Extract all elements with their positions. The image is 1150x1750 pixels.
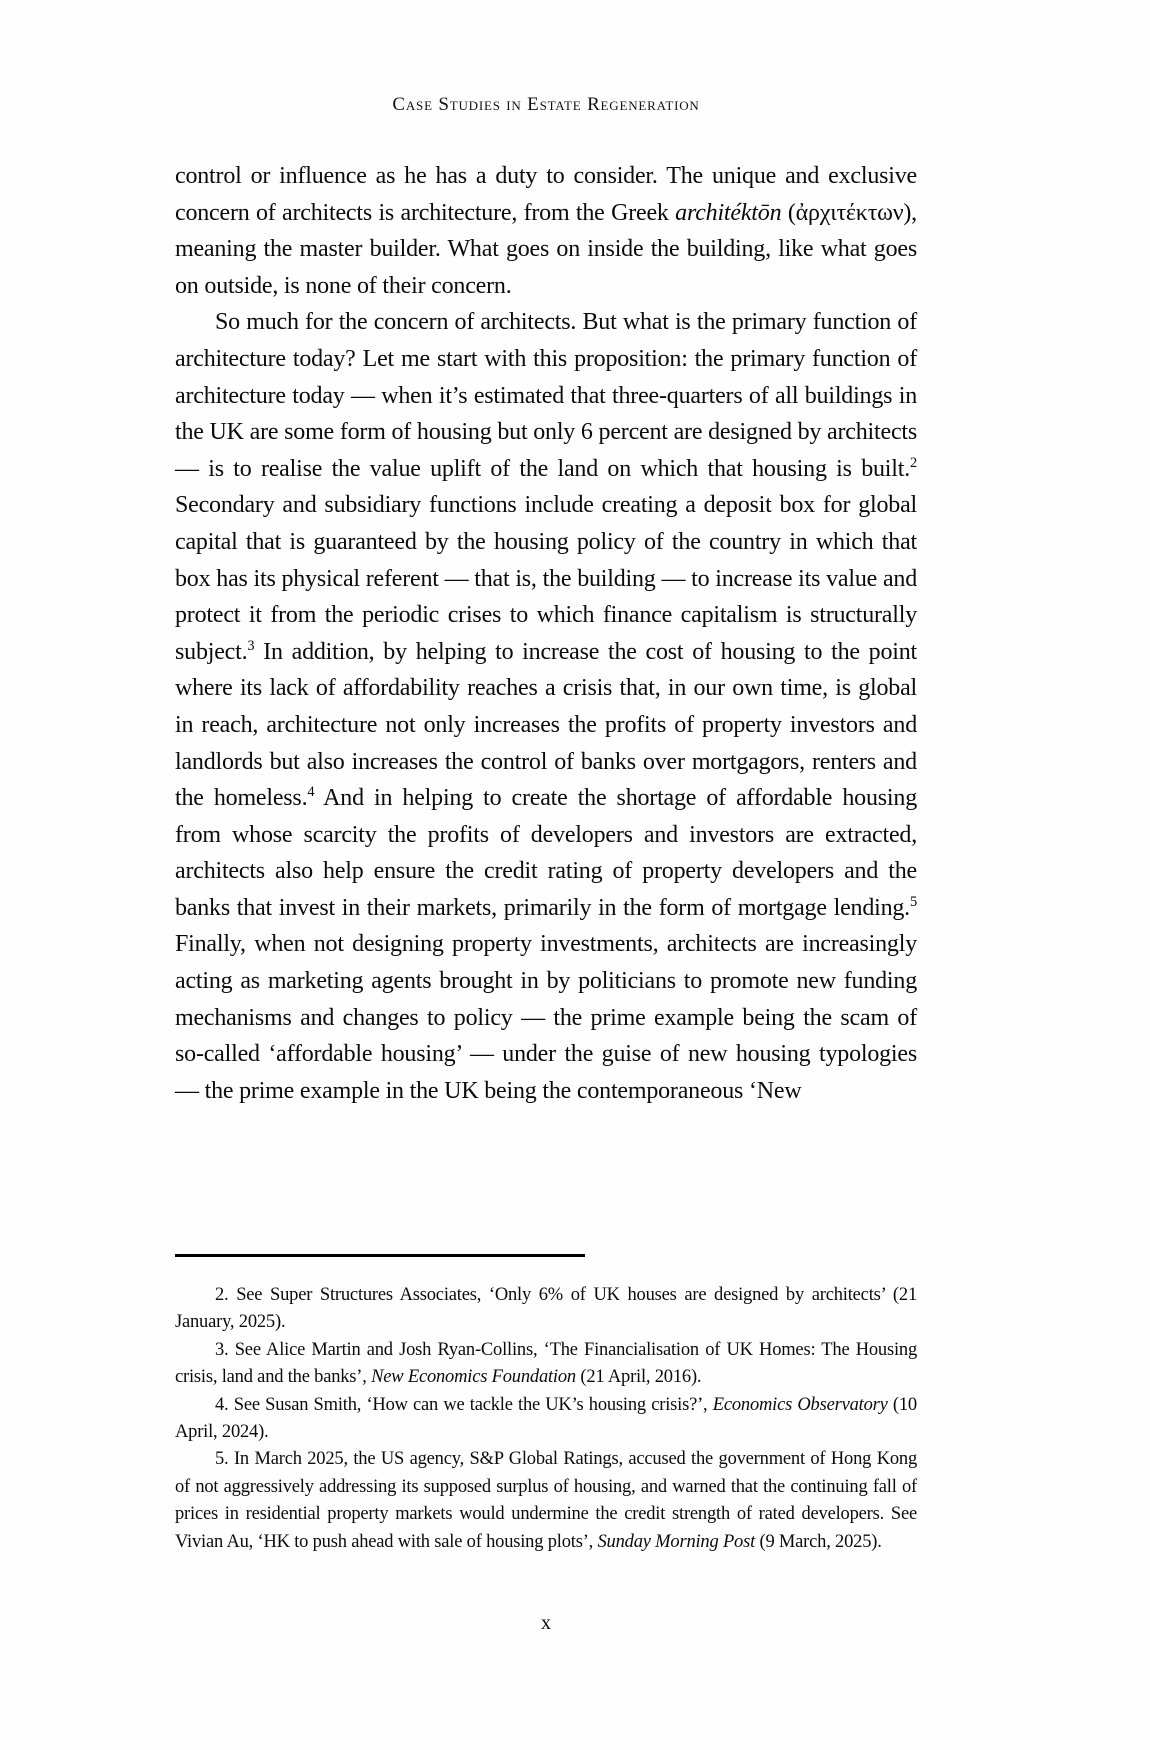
running-head: Case Studies in Estate Regeneration bbox=[392, 94, 700, 115]
body-paragraph-2 bbox=[175, 304, 917, 1109]
text-run: (ἀρχιτέκτων), meaning the master builder. What goes on inside the building, like what goes on outside, is none of their concern. bbox=[175, 199, 917, 299]
page-number: x bbox=[541, 1612, 551, 1634]
text-run: control or influence as he has a duty to consider. The unique and exclusive concern of architects is architecture, from the Greek bbox=[175, 163, 917, 226]
text-run: New Economics Foundation bbox=[371, 1367, 576, 1388]
text-run: 5 bbox=[910, 893, 917, 910]
text-run: Economics Observatory bbox=[712, 1394, 888, 1415]
text-run: 3 bbox=[247, 637, 255, 654]
text-run: 2. See Super Structures Associates, ‘Only 6% of UK houses are designed by architects’ (21 January, 2025). bbox=[175, 1285, 917, 1333]
footnote-area bbox=[175, 1254, 917, 1556]
footnote-3 bbox=[175, 1337, 917, 1392]
text-run: (21 April, 2016). bbox=[575, 1367, 702, 1388]
text-run: In addition, by helping to increase the cost of housing to the point where its lack of affordability reaches a crisis that, in our own time, is global in reach, architecture not only increases the profits of property investors and landlords but also increases the control of banks over mortgagors, renters and the homeless. bbox=[175, 638, 917, 812]
text-run: (10 April, 2024). bbox=[175, 1394, 917, 1443]
body-text bbox=[175, 158, 917, 1109]
footnote-4 bbox=[175, 1392, 917, 1447]
text-run: 5. In March 2025, the US agency, S&P Global Ratings, accused the government of Hong Kong of not aggressively addressing its supposed surplus of housing, and warned that the continuing fall of prices in residential property markets would undermine the credit strength of rated developers. See Vivian Au, ‘HK to push ahead with sale of housing plots’, bbox=[175, 1449, 917, 1552]
text-run: 4 bbox=[307, 784, 315, 801]
text-run: Secondary and subsidiary functions include creating a deposit box for global capital that is guaranteed by the housing policy of the country in which that box has its physical referent — that is, the building — to increase its value and protect it from the periodic crises to which finance capitalism is structurally subject. bbox=[175, 492, 917, 665]
text-run: architéktōn bbox=[675, 199, 782, 226]
text-run: (9 March, 2025). bbox=[755, 1531, 882, 1552]
text-run: So much for the concern of architects. But what is the primary function of architecture today? Let me start with this proposition: the primary function of architecture today — when it’s estimated that three-quarters of all buildings in the UK are some form of housing but only 6 percent are designed by architects — is to realise the value uplift of the land on which that housing is built. bbox=[175, 309, 917, 482]
text-run: 4. See Susan Smith, ‘How can we tackle the UK’s housing crisis?’, bbox=[215, 1394, 713, 1415]
footnotes bbox=[175, 1282, 917, 1556]
text-run: 2 bbox=[910, 454, 917, 471]
footnote-5 bbox=[175, 1446, 917, 1556]
text-run: 3. See Alice Martin and Josh Ryan-Collins, ‘The Financialisation of UK Homes: The Housing crisis, land and the banks’, bbox=[175, 1339, 917, 1388]
text-run: Sunday Morning Post bbox=[597, 1531, 756, 1552]
text-run: Finally, when not designing property investments, architects are increasingly acting as marketing agents brought in by politicians to promote new funding mechanisms and changes to policy — the prime example being the scam of so-called ‘affordable housing’ — under the guise of new housing typologies — the prime example in the UK being the contemporaneous ‘New bbox=[175, 931, 917, 1104]
footnote-2 bbox=[175, 1282, 917, 1337]
body-paragraph-1 bbox=[175, 158, 917, 304]
text-run: And in helping to create the shortage of affordable housing from whose scarcity the profits of developers and investors are extracted, architects also help ensure the credit rating of property developers and the banks that invest in their markets, primarily in the form of mortgage lending. bbox=[175, 785, 917, 921]
footnote-separator bbox=[175, 1254, 585, 1257]
